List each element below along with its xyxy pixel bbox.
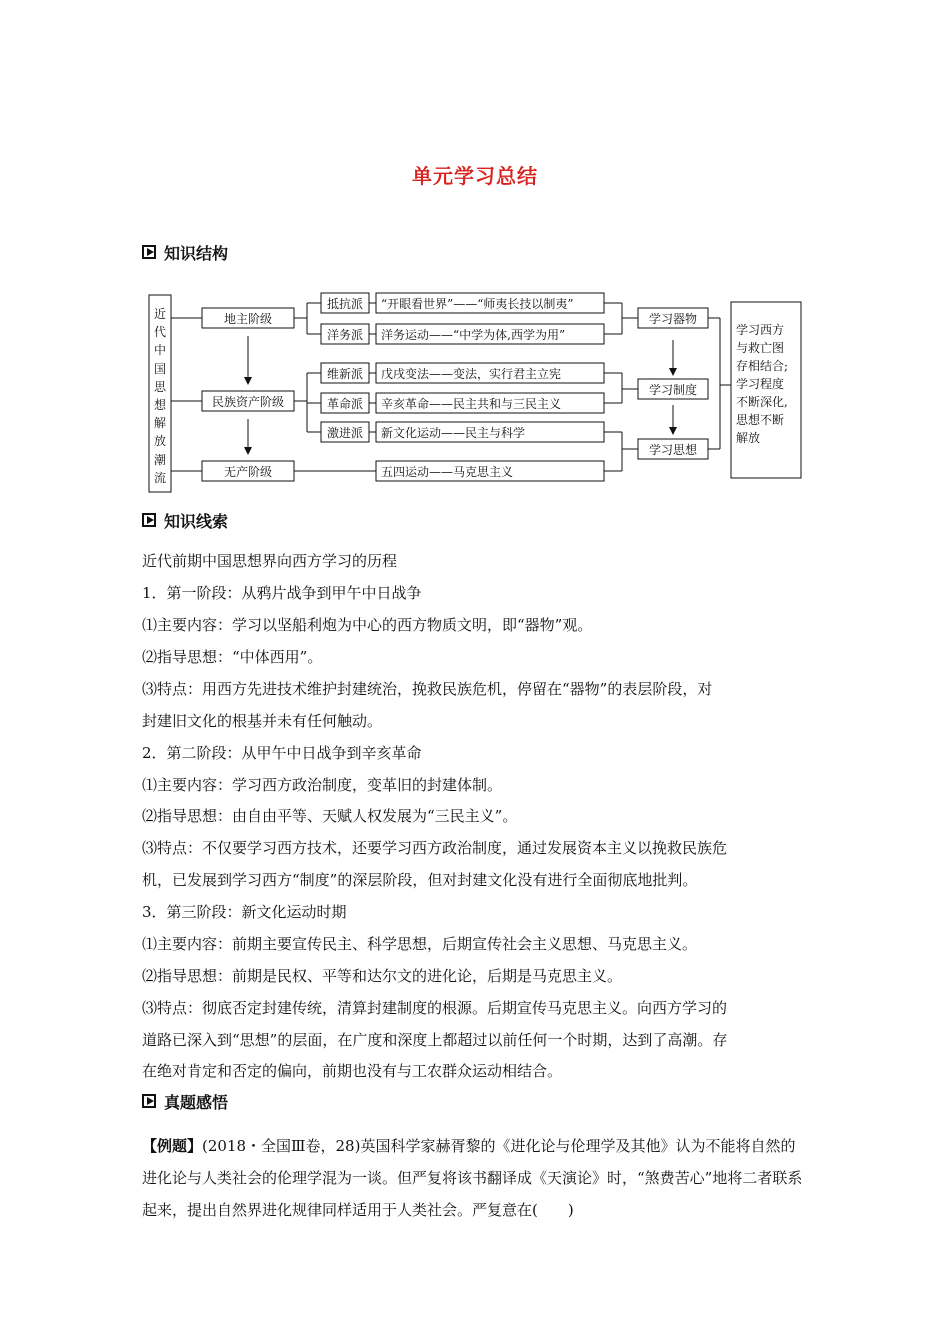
section-label: 知识线索 — [164, 511, 229, 531]
content-label: 洋务运动——“中学为体,西学为用” — [381, 328, 566, 342]
play-icon — [142, 513, 156, 527]
faction-label: 革命派 — [326, 397, 364, 411]
example-text: (2018・全国Ⅲ卷，28)英国科学家赫胥黎的《进化论与伦理学及其他》认为不能将自然的进化论与人类社会的伦理学混为一谈。但严复将该书翻译成《天演论》时，“煞费苦心”地将二者联系起来，提出自然界进化规律同样适用于人类社会。严复意在( ) — [142, 1137, 803, 1219]
conclusion-line: 存相结合; — [736, 359, 789, 373]
class-label-landlord: 地主阶级 — [223, 312, 273, 326]
page-title: 单元学习总结 — [412, 164, 538, 188]
clue-line: ⑴主要内容：学习以坚船利炮为中心的西方物质文明，即“器物”观。 — [142, 616, 593, 634]
clue-line: ⑵指导思想：由自由平等、天赋人权发展为“三民主义”。 — [142, 807, 518, 825]
conclusion-line: 解放 — [736, 431, 761, 445]
class-label-bourgeois: 民族资产阶级 — [211, 395, 285, 409]
clue-line: ⑶特点：不仅要学习西方技术，还要学习西方政治制度，通过发展资本主义以挽救民族危 — [142, 839, 728, 857]
conclusion-line: 学习程度 — [736, 377, 785, 391]
left-title-char: 国 — [153, 362, 167, 376]
section-heading-exam — [142, 1090, 228, 1112]
faction-label: 激进派 — [326, 426, 364, 440]
clue-line: 封建旧文化的根基并未有任何触动。 — [142, 712, 383, 730]
left-title-char: 想 — [153, 398, 167, 412]
clue-line: 1．第一阶段：从鸦片战争到甲午中日战争 — [142, 584, 422, 602]
clue-line: ⑴主要内容：学习西方政治制度，变革旧的封建体制。 — [142, 776, 503, 794]
content-label: 新文化运动——民主与科学 — [381, 426, 526, 440]
clue-line: ⑵指导思想：“中体西用”。 — [142, 648, 323, 666]
left-title-char: 思 — [153, 380, 167, 394]
left-title-char: 代 — [153, 325, 167, 339]
content-label: 戊戌变法——变法，实行君主立宪 — [381, 367, 562, 381]
content-label: 五四运动——马克思主义 — [381, 465, 514, 479]
clue-intro: 近代前期中国思想界向西方学习的历程 — [142, 552, 398, 570]
clue-line: 机，已发展到学习西方“制度”的深层阶段，但对封建文化没有进行全面彻底地批判。 — [142, 871, 698, 889]
faction-label: 抵抗派 — [326, 297, 364, 311]
stage-label: 学习思想 — [648, 443, 698, 457]
left-title-char: 流 — [153, 471, 167, 485]
clue-line: ⑶特点：彻底否定封建传统，清算封建制度的根源。后期宣传马克思主义。向西方学习的 — [142, 999, 728, 1017]
clue-line: 2．第二阶段：从甲午中日战争到辛亥革命 — [142, 744, 422, 762]
example-tag: 【例题】 — [142, 1137, 203, 1155]
clue-line: 3．第三阶段：新文化运动时期 — [142, 903, 347, 921]
conclusion-line: 学习西方 — [736, 323, 785, 337]
left-title-char: 近 — [153, 307, 167, 321]
play-icon — [142, 245, 156, 259]
knowledge-structure-diagram — [140, 285, 810, 497]
left-title-char: 中 — [153, 343, 167, 357]
content-label: “开眼看世界”——“师夷长技以制夷” — [381, 297, 574, 311]
section-heading-structure — [142, 241, 228, 263]
section-heading-clue — [142, 509, 228, 531]
conclusion-line: 思想不断 — [736, 413, 785, 427]
left-title-char: 放 — [153, 434, 167, 448]
example-question — [142, 1130, 810, 1226]
clue-line: ⑶特点：用西方先进技术维护封建统治，挽救民族危机，停留在“器物”的表层阶段，对 — [142, 680, 713, 698]
section-label: 真题感悟 — [164, 1092, 229, 1112]
class-label-proletariat: 无产阶级 — [223, 465, 273, 479]
left-title-char: 解 — [153, 416, 167, 430]
play-icon — [142, 1094, 156, 1108]
clue-line: 在绝对肯定和否定的偏向，前期也没有与工农群众运动相结合。 — [142, 1062, 563, 1080]
conclusion-line: 与救亡图 — [736, 341, 785, 355]
clue-line: ⑵指导思想：前期是民权、平等和达尔文的进化论，后期是马克思主义。 — [142, 967, 623, 985]
faction-label: 维新派 — [326, 367, 364, 381]
left-title-char: 潮 — [153, 453, 167, 467]
clue-line: ⑴主要内容：前期主要宣传民主、科学思想，后期宣传社会主义思想、马克思主义。 — [142, 935, 698, 953]
clue-line: 道路已深入到“思想”的层面，在广度和深度上都超过以前任何一个时期，达到了高潮。存 — [142, 1031, 728, 1049]
faction-label: 洋务派 — [326, 328, 364, 342]
section-label: 知识结构 — [164, 243, 229, 263]
stage-label: 学习制度 — [648, 383, 698, 397]
conclusion-line: 不断深化, — [736, 395, 788, 409]
content-label: 辛亥革命——民主共和与三民主义 — [381, 397, 562, 411]
stage-label: 学习器物 — [648, 312, 698, 326]
